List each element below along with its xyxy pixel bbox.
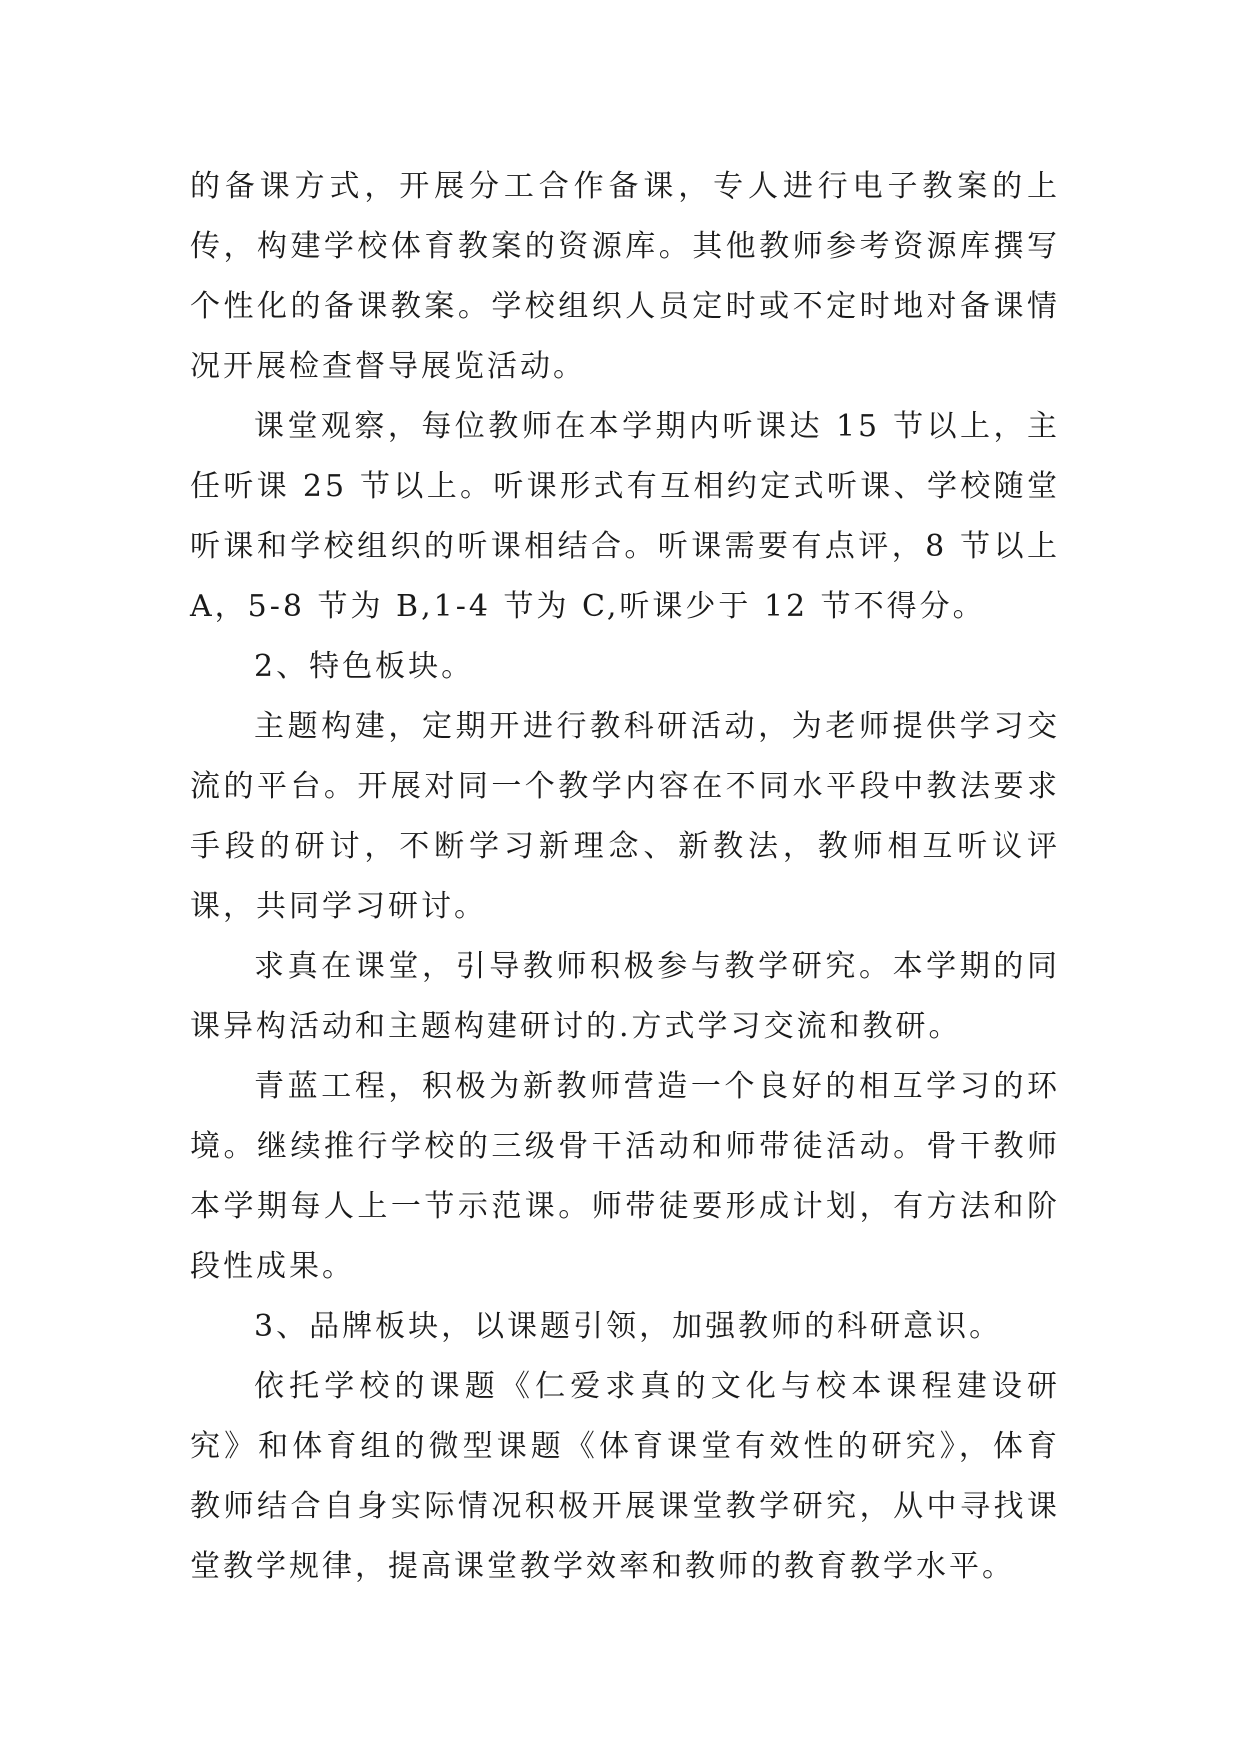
document-body xyxy=(190,157,1060,1597)
paragraph-3: 主题构建，定期开进行教科研活动，为老师提供学习交流的平台。开展对同一个教学内容在不同水平段中教法要求手段的研讨，不断学习新理念、新教法，教师相互听议评课，共同学习研讨。 xyxy=(190,709,1060,924)
paragraph-5: 青蓝工程，积极为新教师营造一个良好的相互学习的环境。继续推行学校的三级骨干活动和师带徒活动。骨干教师本学期每人上一节示范课。师带徒要形成计划，有方法和阶段性成果。 xyxy=(190,1069,1060,1284)
section-heading-3: 3、品牌板块，以课题引领，加强教师的科研意识。 xyxy=(254,1309,1003,1344)
section-heading-2: 2、特色板块。 xyxy=(254,649,475,684)
paragraph-1: 的备课方式，开展分工合作备课，专人进行电子教案的上传，构建学校体育教案的资源库。其他教师参考资源库撰写个性化的备课教案。学校组织人员定时或不定时地对备课情况开展检查督导展览活动。 xyxy=(190,169,1060,384)
paragraph-6: 依托学校的课题《仁爱求真的文化与校本课程建设研究》和体育组的微型课题《体育课堂有效性的研究》，体育教师结合自身实际情况积极开展课堂教学研究，从中寻找课堂教学规律，提高课堂教学效率和教师的教育教学水平。 xyxy=(190,1369,1060,1584)
paragraph-4: 求真在课堂，引导教师积极参与教学研究。本学期的同课异构活动和主题构建研讨的.方式学习交流和教研。 xyxy=(190,949,1060,1044)
paragraph-2: 课堂观察，每位教师在本学期内听课达 15 节以上，主任听课 25 节以上。听课形式有互相约定式听课、学校随堂听课和学校组织的听课相结合。听课需要有点评，8 节以上 A，5-8 节为 B,1-4 节为 C,听课少于 12 节不得分。 xyxy=(190,409,1060,624)
